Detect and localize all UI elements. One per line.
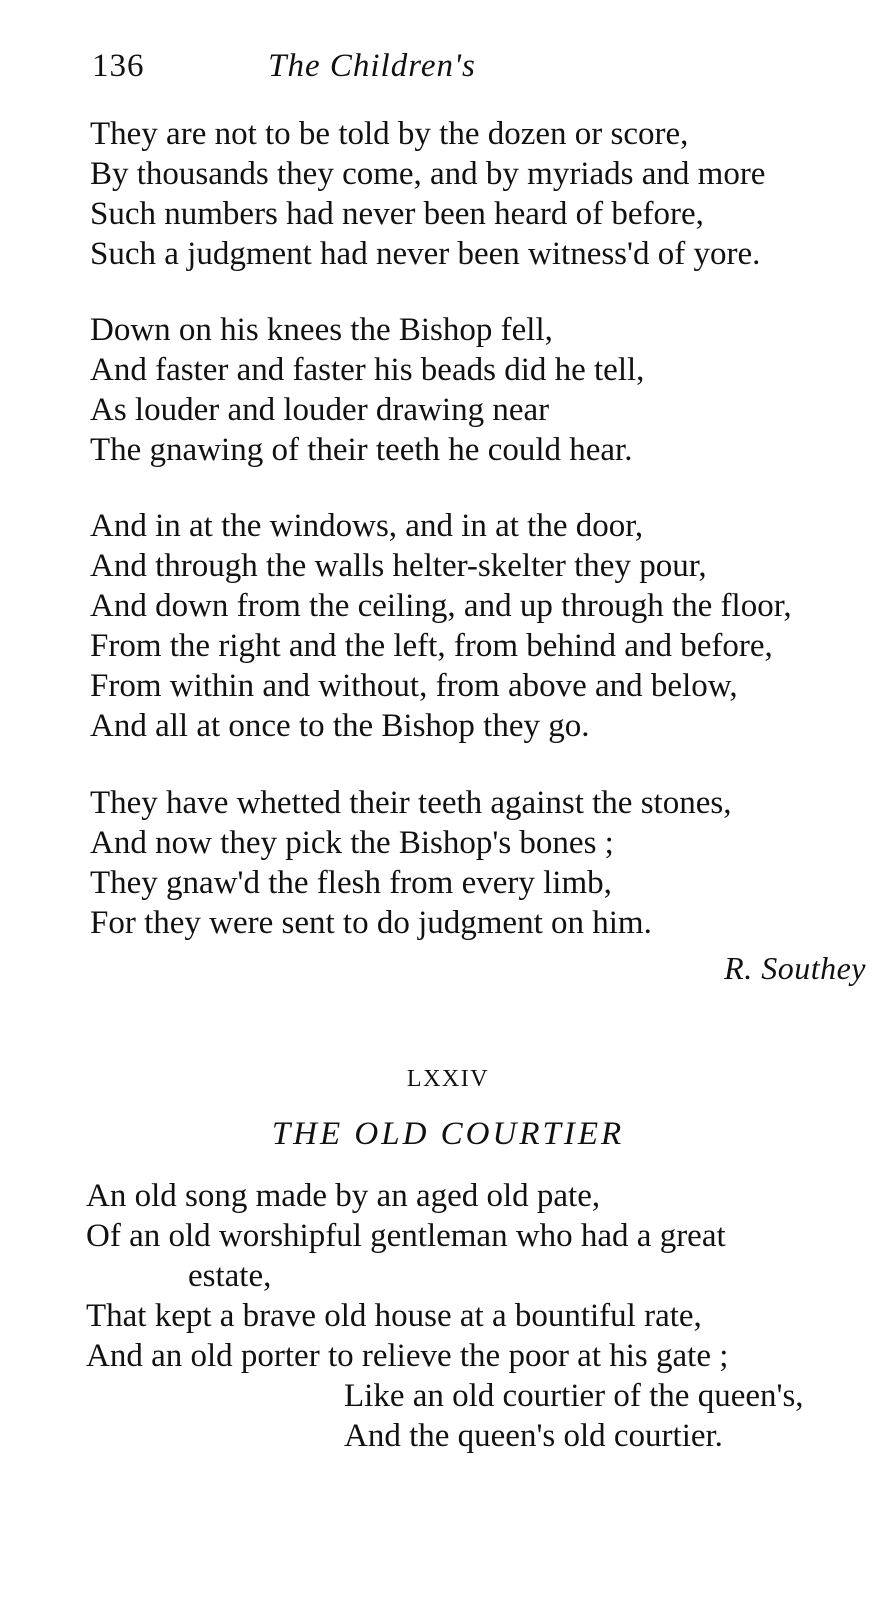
verse-line: They are not to be told by the dozen or score, (90, 116, 689, 152)
page-number: 136 (92, 48, 145, 84)
running-title: The Children's (268, 48, 476, 84)
verse-line: And all at once to the Bishop they go. (90, 708, 590, 744)
verse-line: And in at the windows, and in at the door, (90, 508, 644, 544)
poem-attribution: R. Southey (724, 950, 866, 986)
verse-line: That kept a brave old house at a bountiful rate, (86, 1298, 702, 1334)
verse-line: Of an old worshipful gentleman who had a great (86, 1218, 726, 1254)
poem-title: THE OLD COURTIER (271, 1116, 625, 1152)
verse-line: Such numbers had never been heard of before, (90, 196, 704, 232)
verse-line: Down on his knees the Bishop fell, (90, 312, 553, 348)
verse-line: Such a judgment had never been witness'd of yore. (90, 236, 761, 272)
verse-line: For they were sent to do judgment on him. (90, 905, 652, 941)
verse-line: And faster and faster his beads did he tell, (90, 352, 645, 388)
refrain-line: Like an old courtier of the queen's, (344, 1378, 804, 1414)
verse-line: And an old porter to relieve the poor at his gate ; (86, 1338, 729, 1374)
verse-line-continuation: estate, (188, 1258, 272, 1294)
verse-line: An old song made by an aged old pate, (86, 1178, 601, 1214)
page-header (92, 48, 872, 92)
verse-line: They have whetted their teeth against the stones, (90, 785, 732, 821)
verse-line: As louder and louder drawing near (90, 392, 550, 428)
refrain-line: And the queen's old courtier. (344, 1418, 723, 1454)
verse-line: From within and without, from above and below, (90, 668, 738, 704)
section-number: LXXIV (406, 1066, 490, 1092)
verse-line: And now they pick the Bishop's bones ; (90, 825, 614, 861)
verse-line: And down from the ceiling, and up through the floor, (90, 588, 792, 624)
verse-line: The gnawing of their teeth he could hear. (90, 432, 633, 468)
verse-line: From the right and the left, from behind and before, (90, 628, 773, 664)
verse-line: They gnaw'd the flesh from every limb, (90, 865, 612, 901)
verse-line: And through the walls helter-skelter they pour, (90, 548, 707, 584)
verse-line: By thousands they come, and by myriads and more (90, 156, 766, 192)
